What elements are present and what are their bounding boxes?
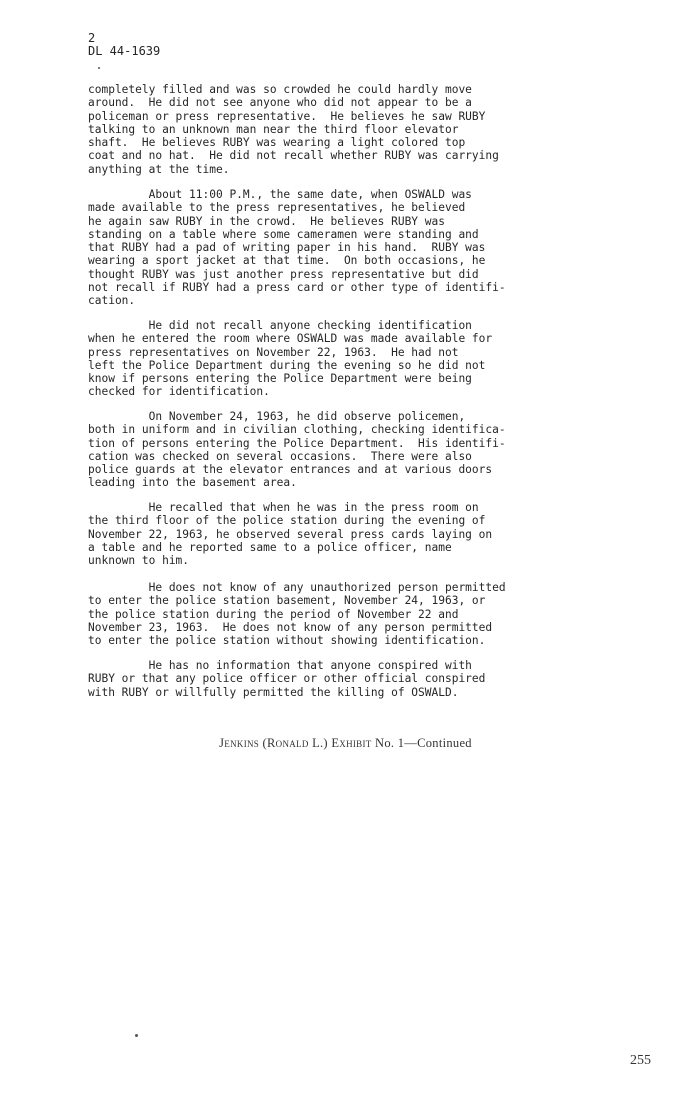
paragraph-1: completely filled and was so crowded he could hardly move around. He did not see anyone who did not appear to be a policeman or press representative. He believes he saw RUBY talking to an unknown man near the third floor elevator shaft. He believes RUBY was wearing a light colored top coat and no hat. He did not recall whether RUBY was carrying anything at the time. — [88, 83, 499, 176]
caption-name: Jenkins — [219, 736, 260, 750]
paragraph-5: He recalled that when he was in the press room on the third floor of the police station during the evening of November 22, 1963, he observed several press cards laying on a table and he reported same to a police officer, name unknown to him. — [88, 501, 493, 568]
document-header — [88, 32, 160, 58]
file-number: DL 44-1639 — [88, 44, 161, 58]
paragraph-4: On November 24, 1963, he did observe policemen, both in uniform and in civilian clothing, checking identifica- tion of persons entering the Police Department. His identifi- cation was checked on several occasions. There were also police guards at the elevator entrances and at various doors leading into the basement area. — [88, 410, 506, 490]
paragraph-2: About 11:00 P.M., the same date, when OSWALD was made available to the press representatives, he believed he again saw RUBY in the crowd. He believes RUBY was standing on a table where some cameramen were standing and that RUBY had a pad of writing paper in his hand. RUBY was wearing a sport jacket at that time. On both occasions, he thought RUBY was just another press representative but did not recall if RUBY had a press card or other type of identifi- cation. — [88, 188, 506, 308]
paragraph-6: He does not know of any unauthorized person permitted to enter the police station basement, November 24, 1963, or the police station during the period of November 22 and November 23, 1963. He does not know of any person permitted to enter the police station without showing identification. — [88, 581, 506, 648]
caption-exhibit-number: No. 1—Continued — [375, 736, 472, 750]
paragraph-7: He has no information that anyone conspired with RUBY or that any police officer or other official conspired with RUBY or willfully permitted the killing of OSWALD. — [88, 659, 486, 699]
paragraph-3: He did not recall anyone checking identification when he entered the room where OSWALD was made available for press representatives on November 22, 1963. He had not left the Police Department during the evening so he did not know if persons entering the Police Department were being checked for identification. — [88, 319, 493, 399]
margin-speck — [98, 67, 100, 69]
page-number: 255 — [630, 1053, 651, 1068]
margin-speck — [135, 1034, 138, 1037]
exhibit-caption — [0, 736, 691, 751]
caption-given-name: (Ronald L.) — [262, 736, 328, 750]
caption-exhibit: Exhibit — [331, 736, 372, 750]
header-page-number: 2 — [88, 31, 96, 45]
